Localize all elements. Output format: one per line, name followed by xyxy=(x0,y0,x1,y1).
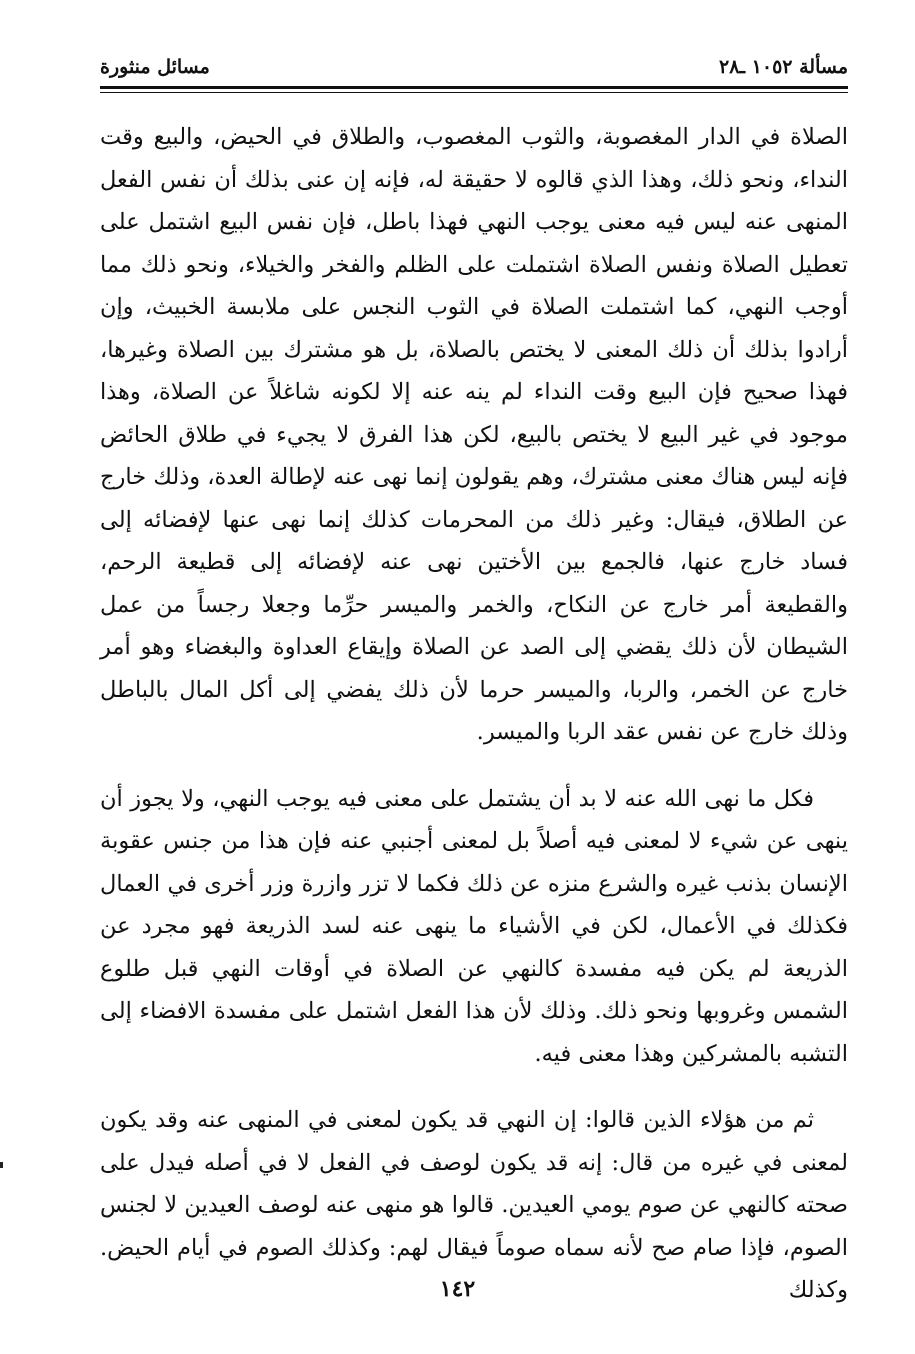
issue-label: مسألة ١٠٥٢ ـ٢٨ xyxy=(719,56,848,78)
paragraph-3: ثم من هؤلاء الذين قالوا: إن النهي قد يكون لمعنى في المنهى عنه وقد يكون لمعنى في غيره من قال: إنه قد يكون لوصف في الفعل لا في أصله فيدل على صحته كالنهي عن صوم يومي العيدين. قالوا هو منهى عنه لوصف العيدين لا لجنس الصوم، فإذا صام صح لأنه سماه صوماً فيقال لهم: وكذلك الصوم في أيام الحيض. وكذلك xyxy=(100,1107,848,1303)
header-rule-thick xyxy=(100,86,848,89)
scan-edge-mark xyxy=(0,1162,3,1168)
body-text xyxy=(100,116,848,1312)
paragraph-1: الصلاة في الدار المغصوبة، والثوب المغصوب، والطلاق في الحيض، والبيع وقت النداء، ونحو ذلك، وهذا الذي قالوه لا حقيقة له، فإنه إن عنى بذلك أن نفس الفعل المنهى عنه ليس فيه معنى يوجب النهي فهذا باطل، فإن نفس البيع اشتمل على تعطيل الصلاة ونفس الصلاة اشتملت على الظلم والفخر والخيلاء، ونحو ذلك مما أوجب النهي، كما اشتملت الصلاة في الثوب النجس على ملابسة الخبيث، وإن أرادوا بذلك أن ذلك المعنى لا يختص بالصلاة، بل هو مشترك بين الصلاة وغيرها، فهذا صحيح فإن البيع وقت النداء لم ينه عنه إلا لكونه شاغلاً عن الصلاة، وهذا موجود في غير البيع لا يختص بالبيع، لكن هذا الفرق لا يجيء في طلاق الحائض فإنه ليس هناك معنى مشترك، وهم يقولون إنما نهى عنه لإطالة العدة، وذلك خارج عن الطلاق، فيقال: وغير ذلك من المحرمات كذلك إنما نهى عنها لإفضائه إلى فساد خارج عنها، فالجمع بين الأختين نهى عنه لإفضائه إلى قطيعة الرحم، والقطيعة أمر خارج عن النكاح، والخمر والميسر حرِّما وجعلا رجساً من عمل الشيطان لأن ذلك يقضي إلى الصد عن الصلاة وإيقاع العداوة والبغضاء وهو أمر خارج عن الخمر، والربا، والميسر حرما لأن ذلك يفضي إلى أكل المال بالباطل وذلك خارج عن نفس عقد الربا والميسر. xyxy=(100,124,848,745)
running-header xyxy=(100,52,848,88)
header-rule-thin xyxy=(100,92,848,93)
paragraph-2: فكل ما نهى الله عنه لا بد أن يشتمل على معنى فيه يوجب النهي، ولا يجوز أن ينهى عن شيء لا لمعنى فيه أصلاً بل لمعنى أجنبي عنه فإن هذا من جنس عقوبة الإنسان بذنب غيره والشرع منزه عن ذلك فكما لا تزر وازرة وزر أخرى في العمال فكذلك في الأعمال، لكن في الأشياء ما ينهى عنه لسد الذريعة فهو مجرد عن الذريعة لم يكن فيه مفسدة كالنهي عن الصلاة في أوقات النهي قبل طلوع الشمس وغروبها ونحو ذلك. وذلك لأن هذا الفعل اشتمل على مفسدة الافضاء إلى التشبه بالمشركين وهذا معنى فيه. xyxy=(100,785,848,1067)
page-number: ١٤٢ xyxy=(439,1276,476,1302)
book-title: مسائل منثورة xyxy=(100,56,210,78)
